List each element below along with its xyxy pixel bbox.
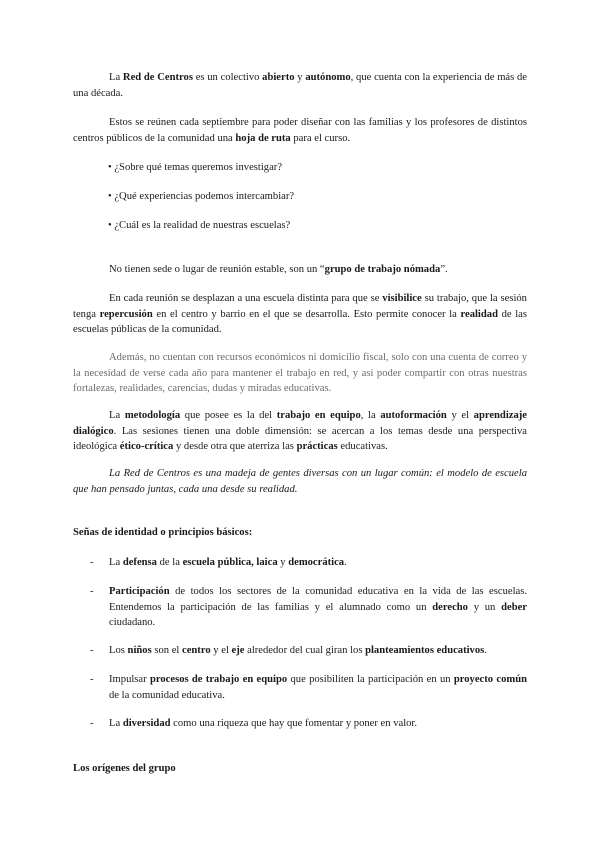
- dash-marker: -: [90, 674, 94, 685]
- text: es un colectivo: [192, 72, 263, 83]
- principle-text: [109, 716, 527, 732]
- bold-text: procesos de trabajo en equipo: [149, 674, 288, 685]
- dash-marker: -: [90, 557, 94, 568]
- text: de la: [156, 557, 183, 568]
- text: como una riqueza que hay que fomentar y poner en valor.: [170, 718, 418, 729]
- text: son el: [151, 645, 183, 656]
- bold-text: escuela pública, laica: [182, 557, 278, 568]
- text: .: [484, 645, 487, 656]
- bold-text: repercusión: [99, 308, 153, 320]
- bold-text: Red de Centros: [122, 72, 193, 83]
- text: Estos se reúnen cada septiembre para poder diseñar con las familias y los profesores de distintos centros públicos de la comunidad una: [73, 117, 527, 144]
- text: , que cuenta con la experiencia de más de una década.: [73, 72, 527, 99]
- principle-text: [109, 555, 527, 571]
- text: Impulsar: [109, 674, 150, 685]
- bold-text: autoformación: [380, 410, 447, 421]
- paragraph-nomad: [73, 262, 527, 278]
- text: para el curso.: [290, 132, 351, 144]
- principle-item-3: [73, 643, 527, 659]
- text: Los: [109, 645, 128, 656]
- text: y: [277, 557, 289, 568]
- bold-text: abierto: [262, 72, 295, 83]
- text: y desde otra que aterriza las: [173, 441, 297, 453]
- bullet-item-2: • ¿Qué experiencias podemos intercambiar?: [108, 191, 295, 202]
- paragraph-meetings: [73, 115, 527, 146]
- text: y un: [467, 601, 502, 613]
- text: alrededor del cual giran los: [244, 645, 366, 656]
- bold-text: derecho: [432, 601, 468, 613]
- text: . Las sesiones tienen una doble dimensión: se acercan a los temas desde una perspectiva ideológica: [73, 425, 527, 453]
- bold-text: autónomo: [305, 72, 351, 83]
- bold-text: prácticas: [296, 441, 338, 453]
- text: La: [109, 718, 123, 729]
- text: La: [109, 410, 125, 421]
- text: que posibiliten la participación en un: [287, 674, 454, 685]
- section-heading-identity: Señas de identidad o principios básicos:: [73, 527, 253, 538]
- bold-text: proyecto común: [453, 674, 527, 685]
- bold-text: ético-crítica: [119, 441, 174, 453]
- bold-text: democrática: [288, 557, 345, 568]
- bold-text: trabajo en equipo: [276, 410, 361, 421]
- bold-text: eje: [231, 645, 245, 656]
- text: su trabajo, que la sesión tenga: [73, 293, 527, 320]
- text: ciudadano.: [109, 617, 156, 629]
- text: La: [109, 557, 123, 568]
- text: y el: [210, 645, 232, 656]
- bold-text: deber: [501, 601, 527, 613]
- principle-item-5: [73, 716, 527, 732]
- principle-text: [109, 584, 527, 631]
- bold-text: metodología: [124, 410, 181, 421]
- bold-text: hoja de ruta: [235, 132, 291, 144]
- principle-item-4: [73, 672, 527, 703]
- text: y el: [446, 410, 474, 421]
- text: educativas.: [337, 441, 388, 453]
- text: de las escuelas públicas de la comunidad.: [73, 308, 527, 336]
- text: .: [344, 557, 347, 568]
- bold-text: grupo de trabajo nómada: [324, 264, 441, 275]
- text: y: [294, 72, 306, 83]
- bold-text: centro: [182, 645, 211, 656]
- bold-text: planteamientos educativos: [365, 645, 485, 656]
- paragraph-methodology: [73, 408, 527, 455]
- text: que posee es la del: [180, 410, 277, 421]
- paragraph-resources: Además, no cuentan con recursos económicos ni domicilio fiscal, solo con una cuenta de correo y la necesidad de verse cada año para mantener el trabajo en red, y así poder compartir con otras nuestras fortalezas, realidades, carencias, dudas y miradas educativas.: [73, 352, 527, 395]
- bold-text: aprendizaje dialógico: [73, 410, 527, 437]
- text: No tienen sede o lugar de reunión estable, son un “: [109, 264, 325, 275]
- bullet-item-1: • ¿Sobre qué temas queremos investigar?: [108, 162, 283, 173]
- section-heading-origins: Los orígenes del grupo: [73, 763, 176, 774]
- text: de todos los sectores de la comunidad educativa en la vida de las escuelas. Entendemos la participación de las familias y el alumnado como un: [109, 586, 527, 613]
- text: ”.: [440, 264, 448, 275]
- paragraph-visibility: [73, 291, 527, 338]
- text: en el centro y barrio en el que se desarrolla. Esto permite conocer la: [152, 308, 461, 320]
- text: de la comunidad educativa.: [109, 689, 225, 701]
- bold-text: defensa: [122, 557, 157, 568]
- text: En cada reunión se desplazan a una escuela distinta para que se: [109, 293, 383, 304]
- bold-text: Participación: [109, 586, 170, 597]
- principle-item-1: [73, 555, 527, 571]
- bold-text: diversidad: [122, 718, 171, 729]
- dash-marker: -: [90, 718, 94, 729]
- bullet-item-3: • ¿Cuál es la realidad de nuestras escuelas?: [108, 220, 291, 231]
- bold-text: visibilice: [382, 293, 422, 304]
- principle-text: [109, 643, 527, 659]
- principle-text: [109, 672, 527, 703]
- dash-marker: -: [90, 586, 94, 597]
- text: , la: [360, 410, 381, 421]
- bold-text: niños: [127, 645, 152, 656]
- paragraph-quote: La Red de Centros es una madeja de gentes diversas con un lugar común: el modelo de escuela que han pensado juntas, cada una desde su realidad.: [73, 468, 527, 495]
- text: La: [109, 72, 123, 83]
- bold-text: realidad: [460, 308, 498, 320]
- dash-marker: -: [90, 645, 94, 656]
- principle-item-2: [73, 584, 527, 631]
- paragraph-intro: [73, 70, 527, 101]
